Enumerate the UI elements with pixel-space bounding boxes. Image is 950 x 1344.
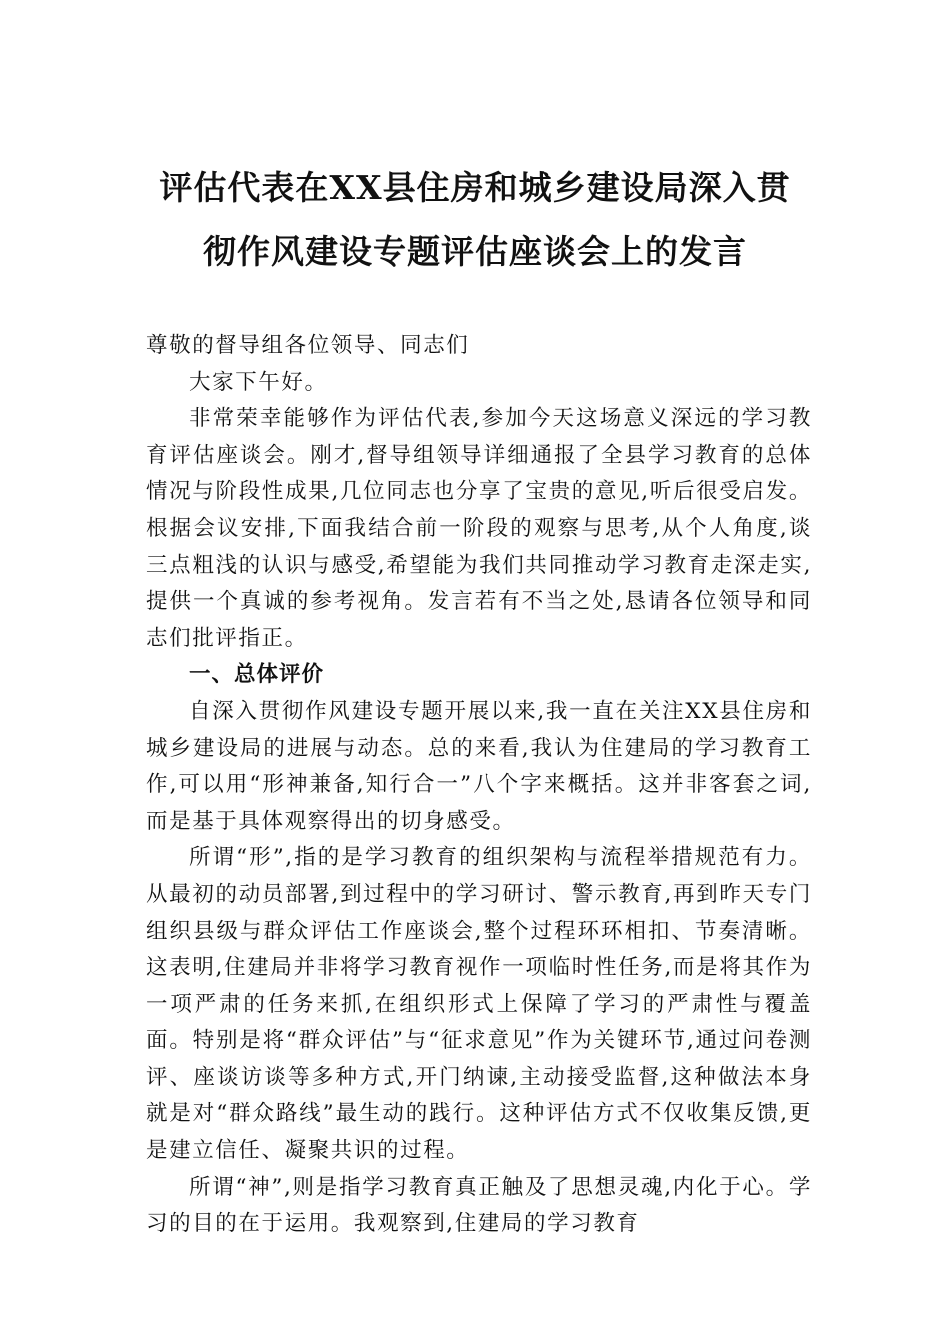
paragraph-form: 所谓“形”,指的是学习教育的组织架构与流程举措规范有力。从最初的动员部署,到过程中的学习研讨、警示教育,再到昨天专门组织县级与群众评估工作座谈会,整个过程环环相扣、节奏清晰。这表明,住建局并非将学习教育视作一项临时性任务,而是将其作为一项严肃的任务来抓,在组织形式上保障了学习的严肃性与覆盖面。特别是将“群众评估”与“征求意见”作为关键环节,通过问卷测评、座谈访谈等多种方式,开门纳谏,主动接受监督,这种做法本身就是对“群众路线”最生动的践行。这种评估方式不仅收集反馈,更是建立信任、凝聚共识的过程。 [146,845,812,1164]
paragraph-intro: 非常荣幸能够作为评估代表,参加今天这场意义深远的学习教育评估座谈会。刚才,督导组领导详细通报了全县学习教育的总体情况与阶段性成果,几位同志也分享了宝贵的意见,听后很受启发。根据会议安排,下面我结合前一阶段的观察与思考,从个人角度,谈三点粗浅的认识与感受,希望能为我们共同推动学习教育走深走实,提供一个真诚的参考视角。发言若有不当之处,恳请各位领导和同志们批评指正。 [146,406,812,651]
document-title-line-1: 评估代表在XX县住房和城乡建设局深入贯 [159,168,791,207]
paragraph-spirit: 所谓“神”,则是指学习教育真正触及了思想灵魂,内化于心。学习的目的在于运用。我观察到,住建局的学习教育 [146,1174,812,1237]
document-body [146,328,812,1243]
greeting: 大家下午好。 [189,369,328,395]
salutation: 尊敬的督导组各位领导、同志们 [146,333,470,358]
document-title-line-2: 彻作风建设专题评估座谈会上的发言 [203,232,747,271]
section-heading-overall-evaluation: 一、总体评价 [189,662,325,688]
paragraph-overview: 自深入贯彻作风建设专题开展以来,我一直在关注XX县住房和城乡建设局的进展与动态。总的来看,我认为住建局的学习教育工作,可以用“形神兼备,知行合一”八个字来概括。这并非客套之词,而是基于具体观察得出的切身感受。 [146,698,812,834]
